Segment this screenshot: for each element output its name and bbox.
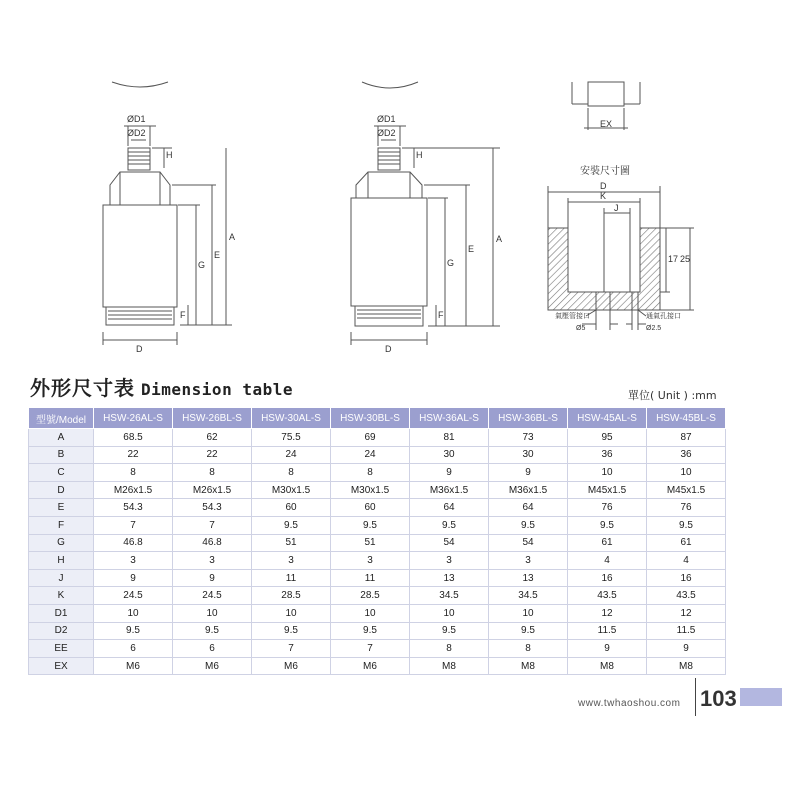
column-header: HSW-30AL-S (252, 408, 331, 429)
table-cell: 54 (489, 534, 568, 552)
label-mid-a: A (496, 234, 503, 244)
table-cell: 9.5 (647, 516, 726, 534)
table-cell: 10 (252, 604, 331, 622)
table-cell: M8 (568, 657, 647, 675)
row-label: EE (29, 640, 94, 658)
middle-cylinder-drawing (351, 82, 503, 345)
column-header: HSW-26AL-S (94, 408, 173, 429)
label-left-g: G (198, 260, 206, 270)
label-mid-d1: ØD1 (377, 114, 396, 124)
table-cell: 12 (647, 604, 726, 622)
label-left-e: E (214, 250, 221, 260)
label-mid-e: E (468, 244, 475, 254)
table-cell: 64 (489, 499, 568, 517)
label-pipe-port: 氣壓管接口 (555, 313, 590, 320)
table-cell: 3 (173, 552, 252, 570)
table-cell: 9.5 (331, 622, 410, 640)
table-cell: 7 (94, 516, 173, 534)
table-cell: 24 (331, 446, 410, 464)
table-cell: 73 (489, 429, 568, 447)
table-cell: 10 (647, 464, 726, 482)
label-left-d2: ØD2 (127, 128, 146, 138)
row-label: D2 (29, 622, 94, 640)
table-cell: 9.5 (410, 516, 489, 534)
table-cell: 12 (568, 604, 647, 622)
table-cell: 3 (489, 552, 568, 570)
table-cell: 34.5 (489, 587, 568, 605)
table-cell: 9 (489, 464, 568, 482)
table-cell: 30 (489, 446, 568, 464)
row-label: A (29, 429, 94, 447)
table-cell: 9.5 (173, 622, 252, 640)
table-cell: M8 (410, 657, 489, 675)
label-install-j: J (614, 203, 619, 213)
table-header-row (29, 408, 726, 429)
column-header: HSW-45BL-S (647, 408, 726, 429)
table-cell: 51 (331, 534, 410, 552)
table-cell: 9 (94, 569, 173, 587)
table-cell: 9.5 (489, 516, 568, 534)
label-install-25: 25 (680, 254, 691, 264)
footer-accent-bar (740, 688, 782, 706)
table-body (29, 429, 726, 675)
table-row (29, 446, 726, 464)
label-mid-g: G (447, 258, 455, 268)
table-cell: 54.3 (173, 499, 252, 517)
table-cell: 7 (173, 516, 252, 534)
footer-divider (695, 678, 696, 716)
table-row (29, 622, 726, 640)
unit-label: 單位( Unit ) :mm (628, 389, 717, 402)
row-label: B (29, 446, 94, 464)
column-header: HSW-26BL-S (173, 408, 252, 429)
table-cell: 13 (410, 569, 489, 587)
table-cell: 9 (410, 464, 489, 482)
table-cell: 24 (252, 446, 331, 464)
table-cell: 10 (94, 604, 173, 622)
table-row (29, 569, 726, 587)
table-row (29, 640, 726, 658)
row-label: H (29, 552, 94, 570)
dimension-table (28, 407, 726, 675)
label-left-f: F (180, 310, 186, 320)
table-cell: 36 (568, 446, 647, 464)
table-cell: 60 (331, 499, 410, 517)
table-cell: M6 (94, 657, 173, 675)
row-label: E (29, 499, 94, 517)
label-mid-d: D (385, 344, 392, 354)
table-cell: 22 (173, 446, 252, 464)
label-mid-h: H (416, 150, 423, 160)
column-header: HSW-36AL-S (410, 408, 489, 429)
table-cell: 9.5 (252, 622, 331, 640)
table-cell: 9.5 (410, 622, 489, 640)
table-cell: 8 (489, 640, 568, 658)
table-row (29, 587, 726, 605)
dimension-table-heading (30, 372, 293, 401)
label-left-d: D (136, 344, 143, 354)
table-cell: 9.5 (568, 516, 647, 534)
table-cell: 24.5 (173, 587, 252, 605)
table-row (29, 657, 726, 675)
table-cell: 3 (252, 552, 331, 570)
table-cell: 10 (331, 604, 410, 622)
table-cell: 22 (94, 446, 173, 464)
technical-drawings (0, 0, 800, 365)
table-cell: 10 (568, 464, 647, 482)
table-cell: 24.5 (94, 587, 173, 605)
table-cell: 7 (331, 640, 410, 658)
table-cell: 4 (568, 552, 647, 570)
table-cell: 62 (173, 429, 252, 447)
column-header: HSW-30BL-S (331, 408, 410, 429)
column-header: HSW-36BL-S (489, 408, 568, 429)
table-cell: 9 (173, 569, 252, 587)
table-cell: 54.3 (94, 499, 173, 517)
label-phi5: Ø5 (576, 325, 586, 332)
page-number: 103 (700, 686, 737, 711)
table-cell: 9.5 (94, 622, 173, 640)
table-cell: M30x1.5 (252, 481, 331, 499)
table-cell: 34.5 (410, 587, 489, 605)
row-label: J (29, 569, 94, 587)
table-cell: 60 (252, 499, 331, 517)
table-cell: 81 (410, 429, 489, 447)
table-row (29, 604, 726, 622)
table-cell: 8 (173, 464, 252, 482)
table-row (29, 464, 726, 482)
table-row (29, 481, 726, 499)
table-row (29, 552, 726, 570)
table-cell: 4 (647, 552, 726, 570)
table-cell: M36x1.5 (410, 481, 489, 499)
table-cell: 9.5 (489, 622, 568, 640)
table-cell: 64 (410, 499, 489, 517)
table-cell: 11 (252, 569, 331, 587)
table-cell: 6 (173, 640, 252, 658)
table-cell: 28.5 (252, 587, 331, 605)
table-cell: 46.8 (94, 534, 173, 552)
table-cell: 54 (410, 534, 489, 552)
table-cell: 8 (252, 464, 331, 482)
label-vent-port: 通氣孔接口 (646, 313, 681, 320)
table-cell: M45x1.5 (568, 481, 647, 499)
row-label: EX (29, 657, 94, 675)
column-header-model: 型號/Model (29, 408, 94, 429)
label-left-d1: ØD1 (127, 114, 146, 124)
table-cell: 28.5 (331, 587, 410, 605)
label-ex: EX (600, 119, 613, 129)
table-cell: 8 (94, 464, 173, 482)
heading-english: Dimension table (141, 380, 293, 399)
table-cell: M6 (252, 657, 331, 675)
table-cell: 8 (331, 464, 410, 482)
table-cell: 43.5 (647, 587, 726, 605)
table-cell: M8 (489, 657, 568, 675)
table-cell: 61 (568, 534, 647, 552)
table-cell: 7 (252, 640, 331, 658)
table-cell: 6 (94, 640, 173, 658)
label-phi2-5: Ø2.5 (646, 325, 662, 332)
table-cell: 76 (568, 499, 647, 517)
table-cell: M36x1.5 (489, 481, 568, 499)
table-row (29, 429, 726, 447)
table-cell: M6 (331, 657, 410, 675)
table-cell: 8 (410, 640, 489, 658)
table-row (29, 516, 726, 534)
table-cell: 76 (647, 499, 726, 517)
row-label: G (29, 534, 94, 552)
row-label: D (29, 481, 94, 499)
heading-chinese: 外形尺寸表 (30, 376, 135, 400)
table-cell: 75.5 (252, 429, 331, 447)
table-cell: 9 (647, 640, 726, 658)
label-left-h: H (166, 150, 173, 160)
table-cell: 10 (489, 604, 568, 622)
table-cell: M26x1.5 (173, 481, 252, 499)
row-label: C (29, 464, 94, 482)
footer-url: www.twhaoshou.com (578, 698, 681, 709)
table-cell: 16 (568, 569, 647, 587)
label-left-a: A (229, 232, 236, 242)
table-cell: 9 (568, 640, 647, 658)
table-cell: 16 (647, 569, 726, 587)
table-cell: M45x1.5 (647, 481, 726, 499)
table-cell: 3 (331, 552, 410, 570)
table-cell: 46.8 (173, 534, 252, 552)
row-label: F (29, 516, 94, 534)
label-mid-d2: ØD2 (377, 128, 396, 138)
row-label: D1 (29, 604, 94, 622)
table-cell: 51 (252, 534, 331, 552)
table-row (29, 499, 726, 517)
table-cell: 61 (647, 534, 726, 552)
label-install-17: 17 (668, 254, 679, 264)
table-cell: 10 (410, 604, 489, 622)
label-install-k: K (600, 191, 607, 201)
table-cell: 9.5 (252, 516, 331, 534)
table-cell: 10 (173, 604, 252, 622)
table-cell: 30 (410, 446, 489, 464)
table-cell: 11.5 (647, 622, 726, 640)
table-cell: 36 (647, 446, 726, 464)
table-cell: 3 (94, 552, 173, 570)
table-cell: M30x1.5 (331, 481, 410, 499)
table-cell: 11.5 (568, 622, 647, 640)
left-cylinder-drawing (103, 82, 232, 345)
table-cell: M6 (173, 657, 252, 675)
table-cell: 43.5 (568, 587, 647, 605)
column-header: HSW-45AL-S (568, 408, 647, 429)
table-cell: 3 (410, 552, 489, 570)
table-cell: 68.5 (94, 429, 173, 447)
table-cell: 69 (331, 429, 410, 447)
table-cell: 13 (489, 569, 568, 587)
table-cell: 95 (568, 429, 647, 447)
table-row (29, 534, 726, 552)
label-mid-f: F (438, 310, 444, 320)
table-cell: 11 (331, 569, 410, 587)
table-cell: M26x1.5 (94, 481, 173, 499)
table-cell: 9.5 (331, 516, 410, 534)
row-label: K (29, 587, 94, 605)
install-drawing-title: 安裝尺寸圖 (580, 166, 630, 177)
label-install-d: D (600, 181, 607, 191)
table-cell: 87 (647, 429, 726, 447)
table-cell: M8 (647, 657, 726, 675)
